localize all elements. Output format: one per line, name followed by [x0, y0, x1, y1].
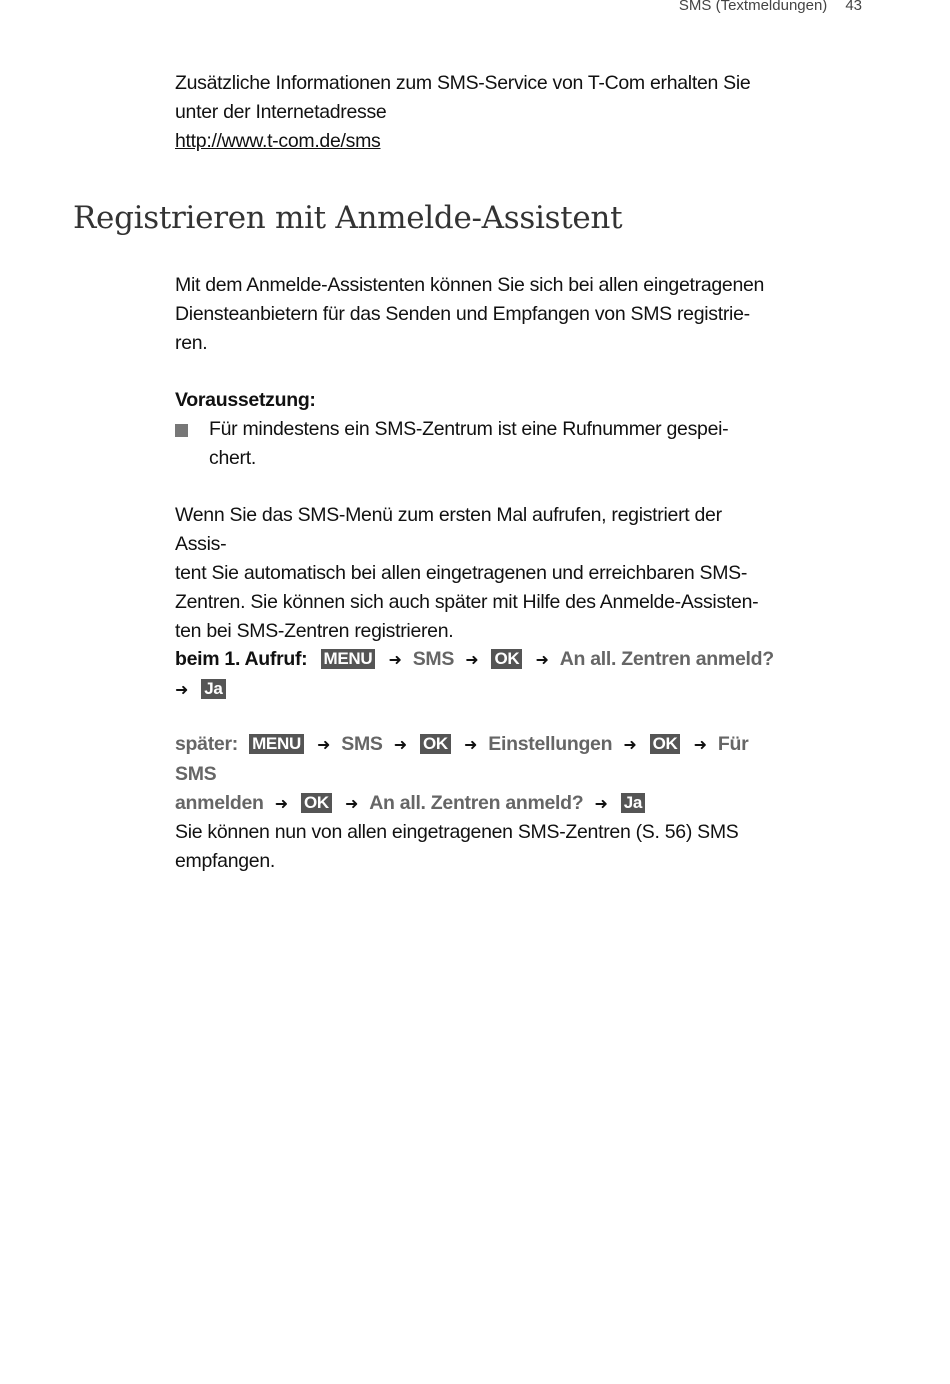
paragraph-line: Wenn Sie das SMS-Menü zum ersten Mal aufrufen, registriert der Assis- [175, 504, 722, 555]
paragraph-line: ten bei SMS-Zentren registrieren. [175, 620, 454, 642]
arrow-icon: ➜ [535, 652, 549, 669]
arrow-icon: ➜ [594, 796, 608, 813]
ok-key: OK [420, 734, 451, 754]
ok-key: OK [301, 793, 332, 813]
settings-menu-item: Einstellungen [488, 733, 613, 755]
arrow-icon: ➜ [465, 652, 479, 669]
page-header [679, 0, 862, 14]
arrow-icon: ➜ [393, 737, 407, 754]
intro-line: Zusätzliche Informationen zum SMS-Service von T-Com erhalten Sie [175, 72, 751, 94]
later-instructions [175, 730, 775, 819]
header-section-title: SMS (Textmeldungen) [678, 0, 828, 14]
menu-key: MENU [321, 649, 376, 669]
paragraph-line: Mit dem Anmelde-Assistenten können Sie sich bei allen eingetragenen [175, 274, 765, 296]
ok-key: OK [650, 734, 681, 754]
register-sms-menu-item: anmelden [175, 792, 264, 814]
arrow-icon: ➜ [175, 682, 189, 699]
prerequisite-block [175, 386, 775, 473]
yes-key: Ja [201, 679, 225, 699]
arrow-icon: ➜ [464, 737, 478, 754]
prerequisite-line: Für mindestens ein SMS-Zentrum ist eine Rufnummer gespei- [209, 418, 729, 440]
sms-menu-item: SMS [341, 733, 383, 755]
menu-key: MENU [249, 734, 304, 754]
later-label: später: [175, 733, 238, 755]
register-all-centers-prompt: An all. Zentren anmeld? [369, 792, 584, 814]
paragraph-line: Diensteanbietern für das Senden und Empfangen von SMS registrie- [175, 303, 750, 325]
register-sms-menu-item: Für SMS [175, 733, 749, 785]
assistant-description [175, 271, 775, 358]
paragraph-line: empfangen. [175, 850, 275, 872]
sms-menu-item: SMS [412, 648, 455, 670]
paragraph-line: ren. [175, 332, 208, 354]
arrow-icon: ➜ [693, 737, 707, 754]
register-all-centers-prompt: An all. Zentren anmeld? [559, 648, 774, 670]
intro-line: unter der Internetadresse [175, 101, 387, 123]
prerequisite-line: chert. [209, 447, 256, 469]
arrow-icon: ➜ [345, 796, 359, 813]
arrow-icon: ➜ [317, 737, 331, 754]
arrow-icon: ➜ [388, 652, 402, 669]
page-number: 43 [845, 0, 862, 14]
first-call-label: beim 1. Aufruf: [175, 648, 308, 670]
arrow-icon: ➜ [274, 796, 288, 813]
receive-paragraph [175, 818, 775, 876]
paragraph-line: Zentren. Sie können sich auch später mit Hilfe des Anmelde-Assisten- [175, 591, 759, 613]
prerequisite-label: Voraussetzung: [175, 389, 316, 411]
yes-key: Ja [621, 793, 645, 813]
section-heading: Registrieren mit Anmelde-Assistent [73, 200, 623, 236]
intro-paragraph [175, 69, 775, 156]
paragraph-line: Sie können nun von allen eingetragenen SMS-Zentren (S. 56) SMS [175, 821, 739, 843]
ok-key: OK [491, 649, 522, 669]
square-bullet-icon [175, 424, 188, 437]
auto-registration-paragraph [175, 501, 775, 646]
first-call-instructions [175, 645, 775, 705]
paragraph-line: tent Sie automatisch bei allen eingetragenen und erreichbaren SMS- [175, 562, 748, 584]
prerequisite-item [175, 415, 775, 473]
arrow-icon: ➜ [623, 737, 637, 754]
sms-service-link[interactable]: http://www.t-com.de/sms [175, 130, 381, 152]
